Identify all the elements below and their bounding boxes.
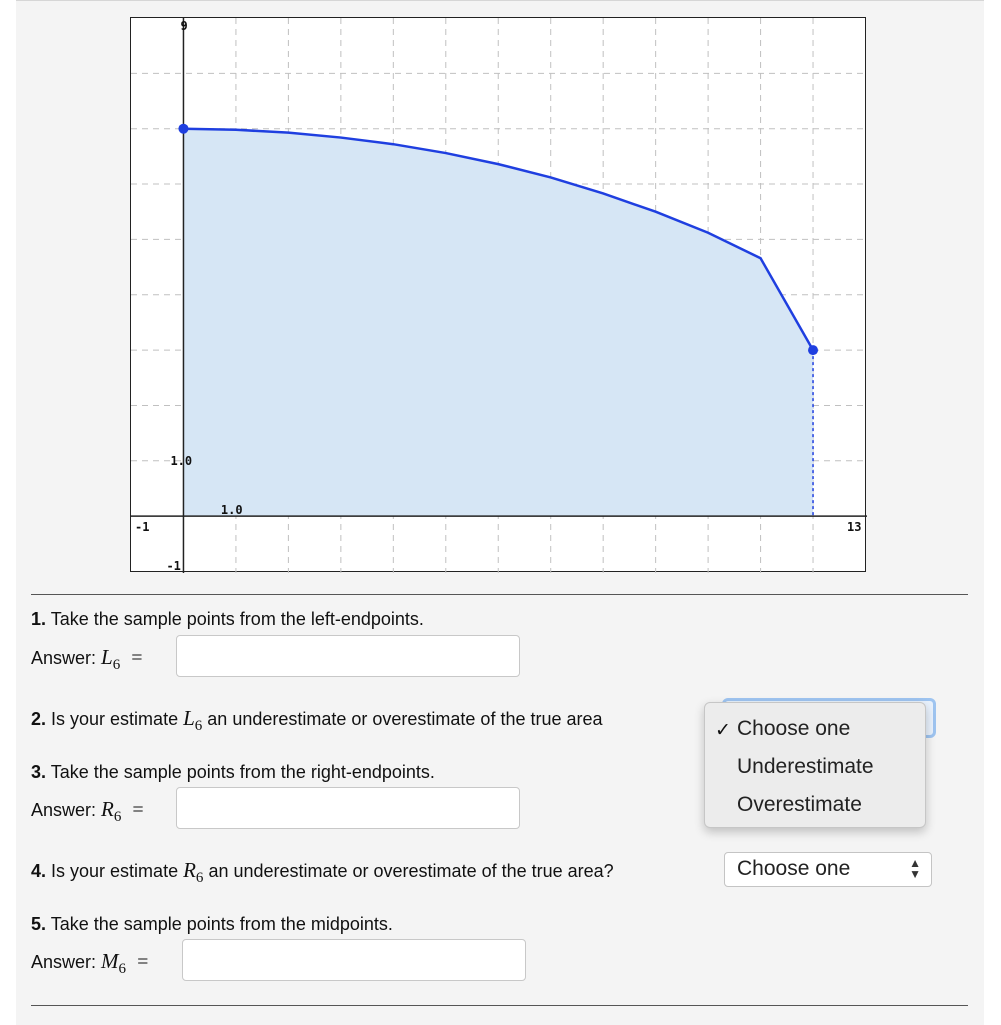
q2-dropdown-menu bbox=[704, 702, 926, 828]
tick-label-x-one: 1.0 bbox=[220, 503, 243, 518]
answer-label: Answer: bbox=[31, 952, 97, 972]
question-2-text-b: an underestimate or overestimate of the true area bbox=[207, 709, 603, 729]
tick-label-y-max: 9 bbox=[180, 19, 188, 33]
q2-l6-var: L bbox=[183, 706, 195, 730]
question-4 bbox=[31, 858, 614, 886]
answer-row-l6 bbox=[31, 645, 143, 673]
checkmark-icon: ✓ bbox=[715, 720, 731, 741]
l6-var: L bbox=[101, 645, 113, 669]
divider-bottom bbox=[31, 1005, 968, 1006]
option-overestimate[interactable]: Overestimate bbox=[737, 793, 862, 816]
option-underestimate[interactable]: Underestimate bbox=[737, 755, 874, 778]
question-3 bbox=[31, 762, 435, 783]
question-4-number: 4. bbox=[31, 861, 47, 881]
r6-equals: = bbox=[132, 799, 144, 821]
question-5 bbox=[31, 914, 393, 935]
answer-label: Answer: bbox=[31, 800, 97, 820]
q4-select[interactable] bbox=[724, 852, 932, 887]
question-4-text-b: an underestimate or overestimate of the true area? bbox=[208, 861, 614, 881]
tick-label-y-min: -1 bbox=[166, 559, 181, 573]
graph bbox=[130, 17, 866, 572]
arrow-up-icon: ▲ bbox=[909, 856, 921, 870]
r6-var: R bbox=[101, 797, 114, 821]
question-1 bbox=[31, 609, 424, 630]
q4-r6-var: R bbox=[183, 858, 196, 882]
question-4-text-a: Is your estimate bbox=[51, 861, 179, 881]
r6-answer-input[interactable] bbox=[176, 787, 520, 829]
question-1-number: 1. bbox=[31, 609, 47, 629]
question-2 bbox=[31, 706, 603, 734]
question-5-text: Take the sample points from the midpoints. bbox=[50, 914, 393, 934]
tick-label-x-min: -1 bbox=[135, 520, 150, 535]
q4-select-value: Choose one bbox=[737, 857, 851, 880]
question-2-text-a: Is your estimate bbox=[51, 709, 179, 729]
m6-equals: = bbox=[137, 951, 149, 973]
arrow-down-icon: ▼ bbox=[909, 867, 921, 881]
question-2-number: 2. bbox=[31, 709, 47, 729]
right-endpoint-dot bbox=[808, 345, 818, 355]
divider-top bbox=[31, 594, 968, 595]
left-endpoint-dot bbox=[178, 124, 188, 134]
m6-answer-input[interactable] bbox=[182, 939, 526, 981]
graph-canvas bbox=[131, 18, 867, 573]
tick-label-y-one: 1.0 bbox=[170, 453, 193, 468]
q2-l6-sub: 6 bbox=[194, 718, 203, 734]
option-choose-one[interactable]: Choose one bbox=[737, 717, 851, 740]
area-under-curve bbox=[183, 129, 813, 516]
m6-sub: 6 bbox=[118, 961, 127, 977]
answer-label: Answer: bbox=[31, 648, 97, 668]
question-1-text: Take the sample points from the left-endpoints. bbox=[50, 609, 424, 629]
l6-equals: = bbox=[131, 647, 143, 669]
question-3-text: Take the sample points from the right-endpoints. bbox=[50, 762, 435, 782]
select-arrows-icon bbox=[909, 858, 921, 880]
l6-sub: 6 bbox=[112, 657, 121, 673]
l6-answer-input[interactable] bbox=[176, 635, 520, 677]
answer-row-r6 bbox=[31, 797, 144, 825]
q4-r6-sub: 6 bbox=[195, 870, 204, 886]
tick-label-x-max: 13 bbox=[847, 520, 862, 535]
r6-sub: 6 bbox=[113, 809, 122, 825]
question-3-number: 3. bbox=[31, 762, 47, 782]
m6-var: M bbox=[101, 949, 119, 973]
answer-row-m6 bbox=[31, 949, 149, 977]
question-5-number: 5. bbox=[31, 914, 47, 934]
